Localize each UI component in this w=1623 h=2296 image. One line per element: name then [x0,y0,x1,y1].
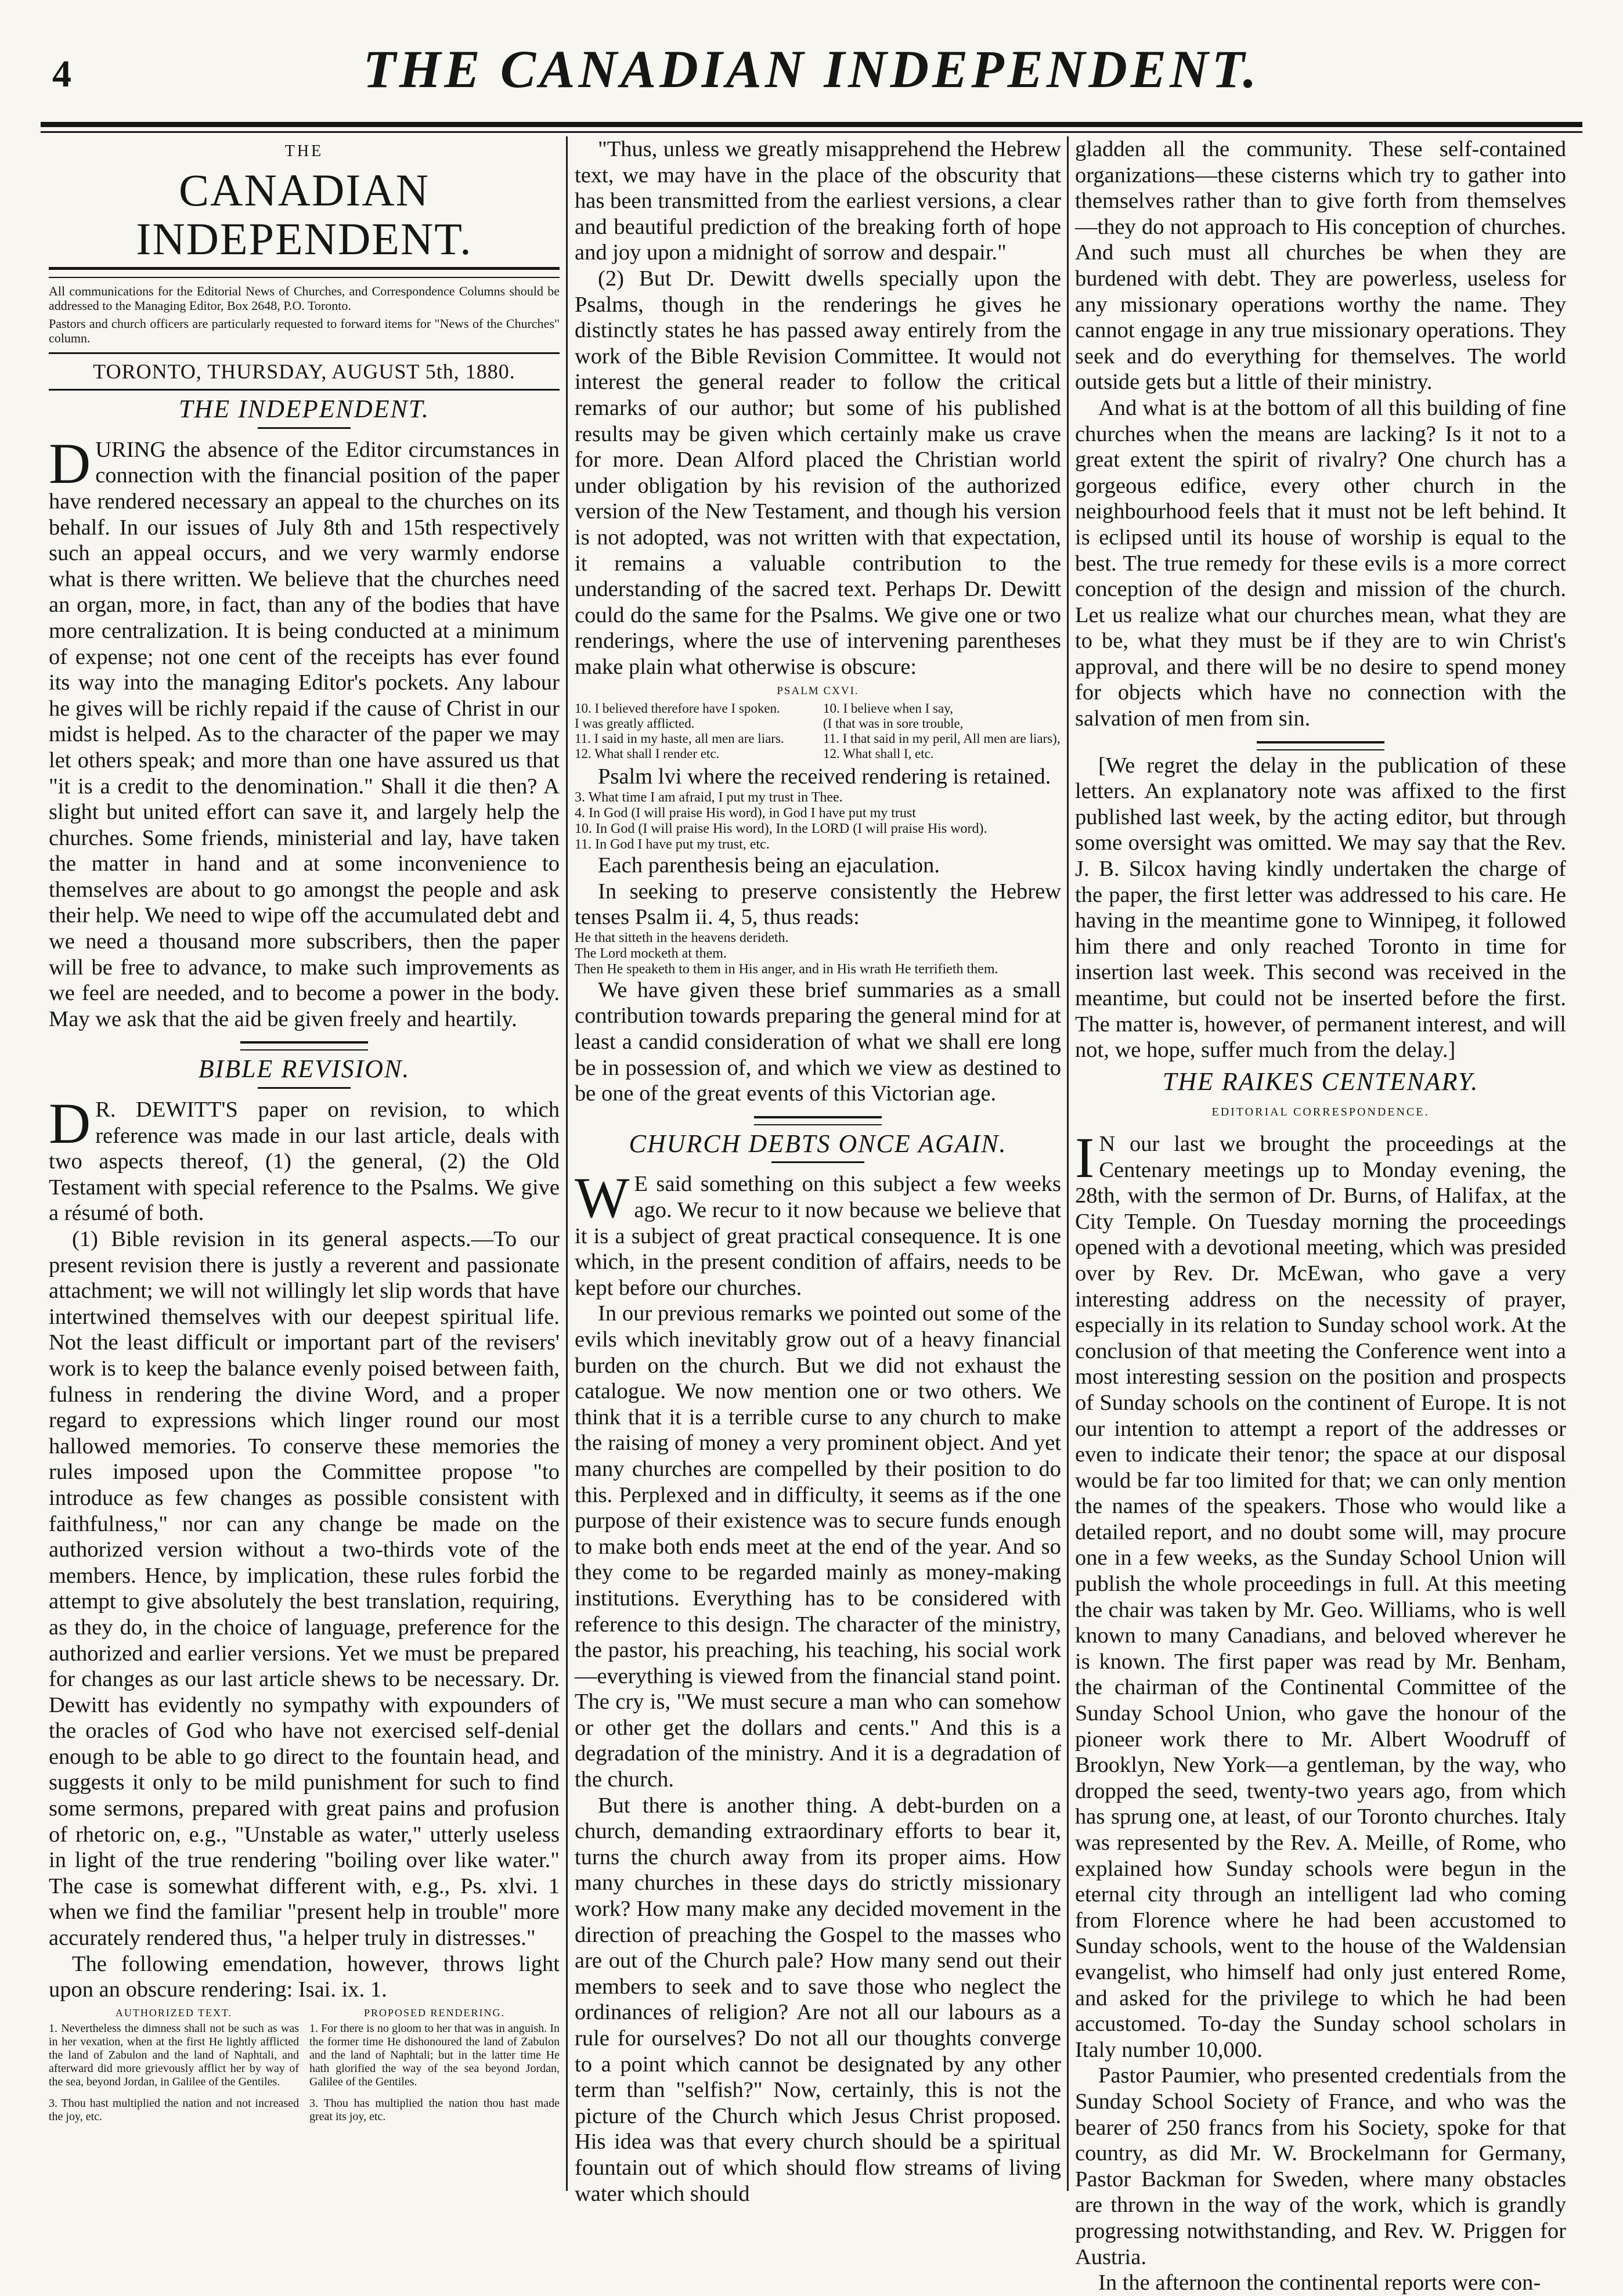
psalm-cxvi-head: PSALM CXVI. [777,685,859,698]
bible-revision-p1: DR. DEWITT'S paper on revision, to which reference was made in our last article, deals with two aspects thereof, (1) the general, (2) the Old Testament with special reference to the Psalms. We give a résumé of both. [49,1091,560,1226]
proposed-verse-3: 3. Thou has multiplied the nation thou hast made great its joy, etc. [309,2096,560,2123]
page-header [41,35,1582,122]
column-rule-1 [566,136,568,2191]
independent-body: DURING the absence of the Editor circumstances in connection with the financial position of the paper have rendered necessary an appeal to the churches on its behalf. In our issues of July 8th and 15th respectively such an appeal occurs, and we very warmly endorse what is there written. We believe that the churches need an organ, more, in fact, than any of the bodies that have more centralization. It is being conducted at a minimum of expense; not one cent of the receipts has ever found its way into the managing Editor's pockets. Any labour he gives will be richly repaid if the cause of Christ in our midst is helped. As to the character of the paper we may let others speak; and more than one have assured us that "it is a credit to the denomination." Shall it die then? A slight but united effort can save it, and largely help the churches. Some friends, ministerial and lay, have taken the matter in hand and at some inconvenience to themselves are about to go amongst the people and ask their help. We need to wipe off the accumulated debt and we need a thousand more subscribers, then the paper will be free to advance, to make such improvements as we feel are needed, and to become a power in the body. May we ask that the aid be given freely and heartily. [49,431,560,1031]
header-rule-thick [41,122,1582,127]
psalm-line: 11. I that said in my peril, All men are liars), [823,731,1061,746]
dateline: TORONTO, THURSDAY, AUGUST 5th, 1880. [49,352,560,391]
psalm-line: 10. I believed therefore have I spoken. [575,701,780,716]
psalm-line: (I that was in sore trouble, [823,716,964,731]
church-debts-title: CHURCH DEBTS ONCE AGAIN. [629,1129,1007,1158]
page-number: 4 [52,53,71,95]
title-underline [258,427,351,429]
bible-revision-p2: (1) Bible revision in its general aspects.—To our present revision there is justly a reverent and passionate attachment; we will not willingly let slip words that have intertwined themselves with our deepest spiritual life. Not the least difficult or important part of the revisers' work is to keep the balance evenly poised between faith, fulness in rendering the divine Word, and a proper regard to expressions which linger round our most hallowed memories. To conserve these memories the rules imposed upon the Committee propose "to introduce as few changes as possible consistent with faithfulness," nor can any change be made on the authorized version without a two-thirds vote of the members. Hence, by implication, these rules forbid the attempt to give absolutely the best translation, requiring, as they do, in the choice of language, preference for the authorized and earlier versions. Yet we must be prepared for changes as our last article shews to be necessary. Dr. Dewitt has evidently no sympathy with expounders of the oracles of God who have not exercised self-denial enough to be able to go direct to the fountain head, and suggests it only to be mild punishment for such to find some sermons, prepared with great pains and profusion of rhetoric on, e.g., "Unstable as water," utterly useless in light of the true rendering "boiling over like water." The case is somewhat different with, e.g., Ps. xlvi. 1 when we find the familiar "present help in trouble" more accurately rendered thus, "a helper truly in distresses." [49,1227,560,1951]
bible-revision-title: BIBLE REVISION. [198,1055,410,1084]
independent-title: THE INDEPENDENT. [178,395,430,424]
bible-revision-p3: The following emendation, however, throws light upon an obscure rendering: Isai. ix. 1. [49,1951,560,2002]
raikes-subtitle: EDITORIAL CORRESPONDENCE. [1211,1106,1430,1119]
authorized-verse-1: 1. Nevertheless the dimness shall not be such as was in her vexation, when at the first He lightly afflicted the land of Zabulon and the land of Naphtali, and afterward did more grievously afflict her by way of the sea, beyond Jordan, in Galilee of the Gentiles. [49,2021,299,2088]
raikes-p2: Pastor Paumier, who presented credentials from the Sunday School Society of France, and who was the bearer of 250 francs from his Society, spoke for that country, as did Mr. W. Brockelmann for Germany, Pastor Backman for Sweden, where many obstacles are thrown in the way of the work, which is grandly progressing notwithstanding, and Rev. W. Priggen for Austria. [1075,2063,1566,2269]
section-divider [754,1116,882,1125]
communications-notice: All communications for the Editorial News of Churches, and Correspondence Columns should be addressed to the Managing Editor, Box 2648, P.O. Toronto. [49,283,560,313]
pastors-notice: Pastors and church officers are particularly requested to forward items for "News of the Churches" column. [49,316,560,345]
psalm-line: 11. I said in my haste, all men are liars. [575,731,784,746]
psalm-cxvi-grid [575,701,1061,761]
proposed-head: PROPOSED RENDERING. [363,2006,506,2019]
editorial-note: [We regret the delay in the publication of these letters. An explanatory note was affixed to the first published last week, by the acting editor, but through some oversight was omitted. We may say that the Rev. J. B. Silcox having kindly undertaken the charge of the paper, the first letter was addressed to his care. He having in the meantime gone to Winnipeg, it followed him there and only reached Toronto in time for insertion last week. This second was received in the meantime, but could not be inserted before the first. The matter is, however, of permanent interest, and will not, we hope, suffer much from the delay.] [1075,753,1566,1063]
authorized-text-column [49,2006,299,2124]
column-rule-2 [1067,136,1069,2191]
proposed-verse-1: 1. For there is no gloom to her that was in anguish. In the former time He dishonoured the land of Zabulon and the land of Naphtali; but in the latter time He hath glorified the way of the sea beyond Jordan, Galilee of the Gentiles. [309,2021,560,2088]
header-rule-thin [41,131,1582,133]
col2-p3: Psalm lvi where the received rendering is retained. [598,764,1051,789]
column-2 [575,136,1061,2206]
church-debts-p5: And what is at the bottom of all this building of fine churches when the means are lacking? Is it not to a great extent the spirit of rivalry? One church has a gorgeous edifice, every other church in the neighbourhood feels that it must not be left behind. It is eclipsed until its house of worship is equal to the best. The true remedy for these evils is a more correct conception of the design and mission of the church. Let us realize what our churches mean, what they are to be, what they must be if they are to win Christ's approval, and there will be no desire to spend money for objects which have no connection with the salvation of men from sin. [1075,395,1566,731]
authorized-head: AUTHORIZED TEXT. [115,2006,233,2019]
column-1 [49,136,560,2191]
psalm-verse: 4. In God (I will praise His word), in God I have put my trust [575,806,916,821]
church-debts-p4: gladden all the community. These self-contained organizations—these cisterns which try to gather into themselves rather than to give forth from themselves—they do not approach to His conception of churches. And such must all churches be when they are burdened with debt. They are powerless, useless for any missionary operations worthy the name. They cannot engage in any true missionary operations. They seek and do everything for themselves. The world outside gets but a little of their ministry. [1075,137,1566,395]
psalm-ii-line: Then He speaketh to them in His anger, and in His wrath He terrifieth them. [575,961,998,977]
raikes-p3: In the afternoon the continental reports were con- [1098,2270,1541,2295]
psalm-line: 10. I believe when I say, [823,701,953,716]
col2-p2: (2) But Dr. Dewitt dwells specially upon the Psalms, though in the renderings he gives he distinctly states he has passed away entirely from the work of the Bible Revision Committee. It would not interest the general reader to follow the critical remarks of our author; but some of his published results may be given which certainly make us crave for more. Dean Alford placed the Christian world under obligation by his revision of the authorized version of the New Testament, and though his version is not adopted, was not written with that expectation, it remains a valuable contribution to the understanding of the sacred text. Perhaps Dr. Dewitt could do the same for the Psalms. We give one or two renderings, where the use of intervening parentheses make plain what otherwise is obscure: [575,266,1061,679]
church-debts-p2: In our previous remarks we pointed out some of the evils which inevitably grow out of a heavy financial burden on the church. But we did not exhaust the catalogue. We now mention one or two others. We think that it is a terrible curse to any church to make the raising of money a very prominent object. And yet many churches are compelled by their position to do this. Perplexed and in difficulty, it seems as if the one purpose of their existence was to secure funds enough to make both ends meet at the end of the year. And so they come to be regarded mainly as money-making institutions. Everything has to be considered with reference to this design. The character of the ministry, the pastor, his preaching, his teaching, his social work—everything is viewed from the financial stand point. The cry is, "We must secure a man who can somehow or other get the dollars and cents." And this is a degradation of the ministry. And it is a degradation of the church. [575,1301,1061,1792]
running-masthead: THE CANADIAN INDEPENDENT. [363,39,1260,99]
col2-p1: "Thus, unless we greatly misapprehend the Hebrew text, we may have in the place of the obscurity that has been transmitted from the earliest versions, a clear and beautiful prediction of the breaking forth of hope and joy upon a midnight of sorrow and despair." [575,137,1061,265]
col2-p5: In seeking to preserve consistently the Hebrew tenses Psalm ii. 4, 5, thus reads: [575,879,1061,930]
psalm-verse: 10. In God (I will praise His word), In the LORD (I will praise His word). [575,821,987,837]
nameplate-the: THE [284,142,324,160]
psalm-verse: 3. What time I am afraid, I put my trust in Thee. [575,790,843,806]
proposed-rendering-column [309,2006,560,2124]
authorized-verse-3: 3. Thou hast multiplied the nation and not increased the joy, etc. [49,2096,299,2123]
psalm-line: I was greatly afflicted. [575,716,695,731]
psalm-ii-line: The Lord mocketh at them. [575,945,727,961]
col2-p6: We have given these brief summaries as a small contribution towards preparing the general mind for at least a candid consideration of what we shall ere long be in possession of, and which we view as destined to be one of the great events of this Victorian age. [575,977,1061,1106]
psalm-line: 12. What shall I render etc. [575,746,720,761]
nameplate-rule [49,267,560,278]
raikes-p1: IN our last we brought the proceedings at the Centenary meetings up to Monday evening, the 28th, with the sermon of Dr. Burns, of Halifax, at the City Temple. On Tuesday morning the proceedings opened with a devotional meeting, which was presided over by Rev. Dr. McEwan, who gave a very interesting address on the necessity of prayer, especially in its relation to Sunday school work. At the conclusion of that meeting the Conference went into a most interesting session on the position and prospects of Sunday schools on the continent of Europe. It is not our intention to attempt a report of the addresses or even to indicate their tenor; the space at our disposal would be far too limited for that; we can only mention the names of the speakers. Those who would like a detailed report, and no doubt some will, may procure one in a few weeks, as the Sunday School Union will publish the whole proceedings in full. At this meeting the chair was taken by Mr. Geo. Williams, who is well known to many Canadians, and beloved wherever he is known. The first paper was read by Mr. Benham, the chairman of the Continental Committee of the Sunday School Union, who gave the honour of the pioneer work there to Mr. Albert Woodruff of Brooklyn, New York—a gentleman, by the way, who dropped the seed, twenty-two years ago, from which has sprung one, at least, of our Toronto churches. Italy was represented by the Rev. A. Meille, of Rome, who explained how Sunday schools were begun in the eternal city through an intelligent lad who coming from Florence where he had been accustomed to Sunday schools, went to the house of the Waldensian evangelist, who himself had only just entered Rome, and asked for the privilege to which he had been accustomed. To-day the Sunday school scholars in Italy number 10,000. [1075,1125,1566,2062]
section-divider [240,1041,368,1050]
raikes-title: THE RAIKES CENTENARY. [1162,1067,1479,1096]
col2-p4: Each parenthesis being an ejaculation. [598,853,940,878]
section-divider [1257,741,1384,750]
psalm-verse: 11. In God I have put my trust, etc. [575,837,770,853]
isaiah-comparison [49,2006,560,2124]
psalm-line: 12. What shall I, etc. [823,746,934,761]
title-underline [771,1161,864,1163]
title-underline [258,1087,351,1089]
church-debts-p3: But there is another thing. A debt-burden on a church, demanding extraordinary efforts to bear it, turns the church away from its proper aims. How many churches in these days do strictly missionary work? How many make any decided movement in the direction of preaching the Gospel to the masses who are out of the Church pale? How many send out their members to seek and to save those who neglect the ordinances of religion? Are not all our labours as a rule for ourselves? Do not all our thoughts converge to a point which cannot be designated by any other term than "selfish?" Now, certainly, this is not the picture of the Church which Jesus Christ proposed. His idea was that every church should be a spiritual fountain out of which should flow streams of living water which should [575,1793,1061,2206]
nameplate-title: CANADIAN INDEPENDENT. [136,164,473,264]
column-3 [1075,136,1566,2295]
psalm-ii-line: He that sitteth in the heavens derideth. [575,930,789,945]
church-debts-p1: WE said something on this subject a few weeks ago. We recur to it now because we believe that it is a subject of great practical consequence. It is one which, in the present condition of affairs, needs to be kept before our churches. [575,1165,1061,1300]
